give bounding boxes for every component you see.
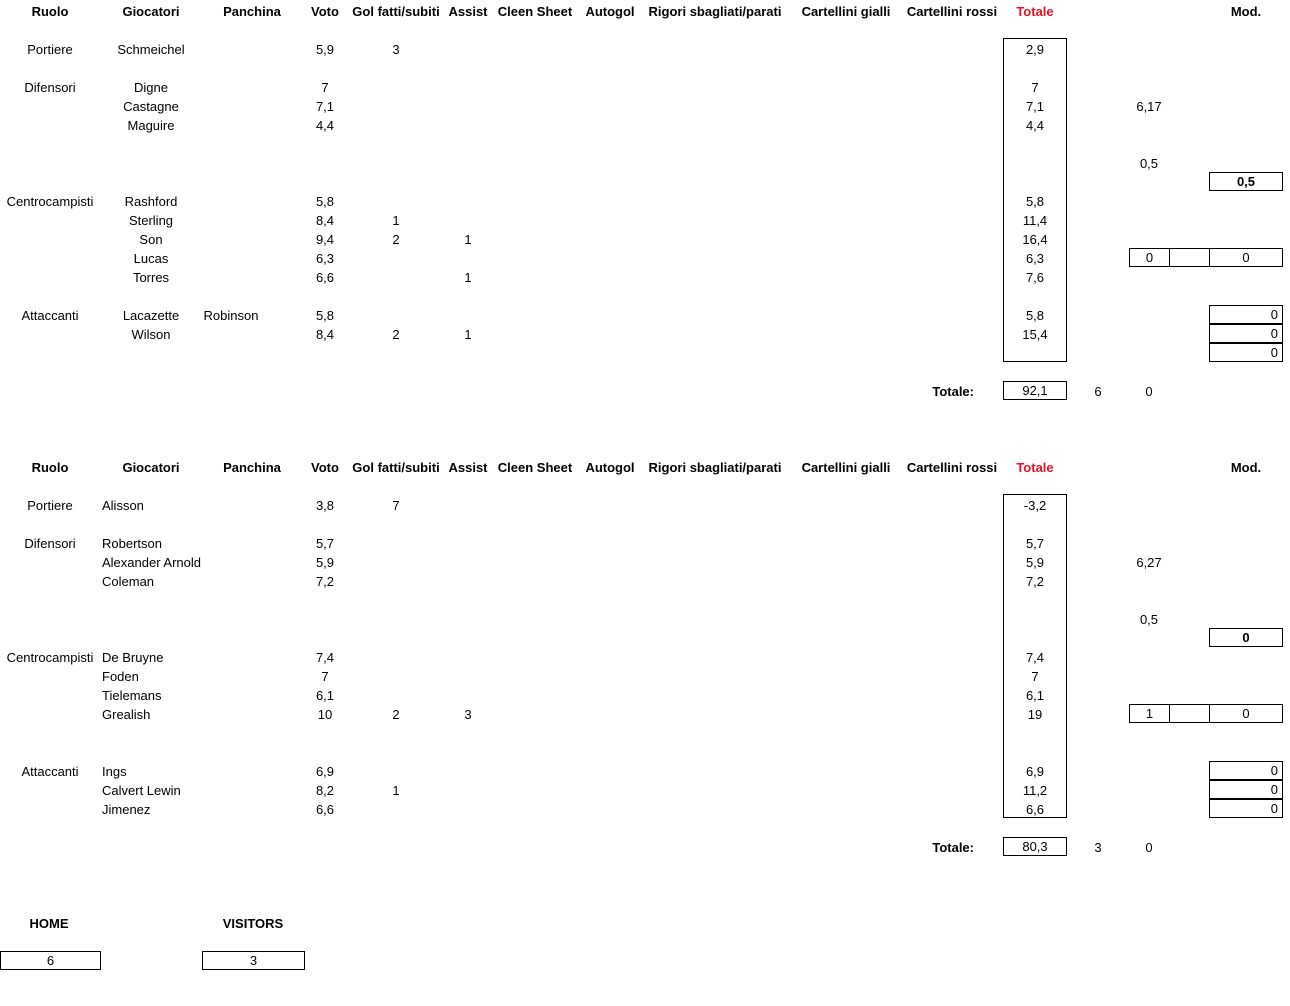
player-gol: 1 bbox=[392, 213, 400, 228]
player-totale: 5,8 bbox=[1025, 308, 1045, 323]
player-gol: 1 bbox=[392, 783, 400, 798]
header-cleen-sheet: Cleen Sheet bbox=[497, 460, 573, 475]
midfield-cell: 0 bbox=[1209, 248, 1283, 267]
visitors-score: 3 bbox=[202, 951, 305, 970]
player-voto: 6,9 bbox=[315, 764, 335, 779]
role-portiere: Portiere bbox=[27, 498, 73, 513]
player-name: Torres bbox=[132, 270, 170, 285]
attack-cell: 0 bbox=[1209, 324, 1283, 343]
player-voto: 7 bbox=[321, 80, 329, 95]
player-name: Rashford bbox=[124, 194, 178, 209]
attack-cell: 0 bbox=[1209, 780, 1283, 799]
header-cartellini-rossi: Cartellini rossi bbox=[906, 460, 998, 475]
player-totale: 5,8 bbox=[1025, 194, 1045, 209]
totale-label: Totale: bbox=[932, 384, 974, 399]
visitors-label: VISITORS bbox=[222, 916, 284, 931]
header-giocatori: Giocatori bbox=[122, 460, 180, 475]
player-name: Lacazette bbox=[122, 308, 180, 323]
header-mod: Mod. bbox=[1230, 460, 1262, 475]
header-cartellini-gialli: Cartellini gialli bbox=[801, 460, 891, 475]
midfield-cell bbox=[1169, 704, 1210, 723]
player-name: Alisson bbox=[102, 498, 144, 513]
player-name: Calvert Lewin bbox=[102, 783, 181, 798]
player-name: Robertson bbox=[102, 536, 162, 551]
player-name: Digne bbox=[134, 80, 168, 95]
header-voto: Voto bbox=[311, 4, 339, 19]
player-bench: Robinson bbox=[203, 308, 259, 323]
attack-cell: 0 bbox=[1209, 305, 1283, 324]
player-totale: 7,4 bbox=[1025, 650, 1045, 665]
player-gol: 2 bbox=[392, 327, 400, 342]
player-totale: 5,7 bbox=[1025, 536, 1045, 551]
player-totale: 7,6 bbox=[1025, 270, 1045, 285]
player-totale: 7,1 bbox=[1025, 99, 1045, 114]
player-totale: 11,4 bbox=[1022, 213, 1048, 228]
player-totale: 16,4 bbox=[1022, 232, 1048, 247]
player-name: De Bruyne bbox=[102, 650, 164, 665]
player-voto: 3,8 bbox=[315, 498, 335, 513]
player-name: Schmeichel bbox=[117, 42, 185, 57]
header-panchina: Panchina bbox=[223, 460, 281, 475]
player-voto: 5,8 bbox=[315, 194, 335, 209]
player-name: Jimenez bbox=[102, 802, 151, 817]
player-voto: 7,2 bbox=[315, 574, 335, 589]
player-assist: 3 bbox=[464, 707, 472, 722]
player-totale: 6,3 bbox=[1025, 251, 1045, 266]
player-name: Sterling bbox=[128, 213, 174, 228]
player-name: Grealish bbox=[102, 707, 151, 722]
header-ruolo: Ruolo bbox=[31, 4, 69, 19]
defense-average: 6,17 bbox=[1136, 99, 1162, 114]
player-voto: 7 bbox=[321, 669, 329, 684]
midfield-cell: 0 bbox=[1209, 704, 1283, 723]
header-cleen-sheet: Cleen Sheet bbox=[497, 4, 573, 19]
header-cartellini-rossi: Cartellini rossi bbox=[906, 4, 998, 19]
player-voto: 8,2 bbox=[315, 783, 335, 798]
player-totale: 2,9 bbox=[1025, 42, 1045, 57]
midfield-cell: 0 bbox=[1129, 248, 1170, 267]
defense-modifier: 0,5 bbox=[1139, 156, 1159, 171]
player-name: Lucas bbox=[133, 251, 169, 266]
player-voto: 10 bbox=[317, 707, 333, 722]
player-voto: 8,4 bbox=[315, 213, 335, 228]
zero-value: 0 bbox=[1145, 840, 1153, 855]
player-name: Castagne bbox=[123, 99, 179, 114]
player-assist: 1 bbox=[464, 327, 472, 342]
header-gol: Gol fatti/subiti bbox=[352, 460, 440, 475]
role-centrocampisti: Centrocampisti bbox=[6, 650, 94, 665]
header-cartellini-gialli: Cartellini gialli bbox=[801, 4, 891, 19]
header-totale: Totale bbox=[1016, 4, 1054, 19]
player-gol: 2 bbox=[392, 232, 400, 247]
header-rigori: Rigori sbagliati/parati bbox=[648, 460, 782, 475]
player-totale: 7,2 bbox=[1025, 574, 1045, 589]
totale-value: 92,1 bbox=[1003, 381, 1067, 400]
player-name: Tielemans bbox=[102, 688, 162, 703]
player-assist: 1 bbox=[464, 232, 472, 247]
player-gol: 7 bbox=[392, 498, 400, 513]
home-score: 6 bbox=[0, 951, 101, 970]
player-voto: 5,8 bbox=[315, 308, 335, 323]
player-gol: 2 bbox=[392, 707, 400, 722]
player-totale: 15,4 bbox=[1022, 327, 1048, 342]
header-ruolo: Ruolo bbox=[31, 460, 69, 475]
player-totale: 19 bbox=[1027, 707, 1043, 722]
modifier-box: 0 bbox=[1209, 628, 1283, 647]
player-name: Coleman bbox=[102, 574, 155, 589]
header-mod: Mod. bbox=[1230, 4, 1262, 19]
player-name: Ings bbox=[102, 764, 127, 779]
role-difensori: Difensori bbox=[24, 80, 76, 95]
player-totale: 7 bbox=[1031, 669, 1039, 684]
player-voto: 6,6 bbox=[315, 270, 335, 285]
header-assist: Assist bbox=[448, 4, 488, 19]
goals-value: 6 bbox=[1094, 384, 1102, 399]
header-autogol: Autogol bbox=[585, 460, 635, 475]
player-voto: 9,4 bbox=[315, 232, 335, 247]
player-totale: 7 bbox=[1031, 80, 1039, 95]
header-giocatori: Giocatori bbox=[122, 4, 180, 19]
player-voto: 4,4 bbox=[315, 118, 335, 133]
player-totale: 6,6 bbox=[1025, 802, 1045, 817]
player-name: Son bbox=[139, 232, 163, 247]
attack-cell: 0 bbox=[1209, 799, 1283, 818]
player-voto: 6,6 bbox=[315, 802, 335, 817]
player-totale: 5,9 bbox=[1025, 555, 1045, 570]
role-portiere: Portiere bbox=[27, 42, 73, 57]
zero-value: 0 bbox=[1145, 384, 1153, 399]
header-rigori: Rigori sbagliati/parati bbox=[648, 4, 782, 19]
player-voto: 6,1 bbox=[315, 688, 335, 703]
home-label: HOME bbox=[29, 916, 69, 931]
player-name: Wilson bbox=[131, 327, 171, 342]
role-attaccanti: Attaccanti bbox=[21, 764, 79, 779]
attack-cell: 0 bbox=[1209, 761, 1283, 780]
player-name: Alexander Arnold bbox=[102, 555, 202, 570]
header-autogol: Autogol bbox=[585, 4, 635, 19]
player-totale: -3,2 bbox=[1023, 498, 1047, 513]
defense-modifier: 0,5 bbox=[1139, 612, 1159, 627]
header-voto: Voto bbox=[311, 460, 339, 475]
goals-value: 3 bbox=[1094, 840, 1102, 855]
player-totale: 4,4 bbox=[1025, 118, 1045, 133]
player-voto: 5,7 bbox=[315, 536, 335, 551]
player-totale: 11,2 bbox=[1022, 783, 1048, 798]
role-attaccanti: Attaccanti bbox=[21, 308, 79, 323]
player-voto: 8,4 bbox=[315, 327, 335, 342]
player-voto: 5,9 bbox=[315, 42, 335, 57]
modifier-box: 0,5 bbox=[1209, 172, 1283, 191]
totale-label: Totale: bbox=[932, 840, 974, 855]
attack-cell: 0 bbox=[1209, 343, 1283, 362]
role-centrocampisti: Centrocampisti bbox=[6, 194, 94, 209]
player-gol: 3 bbox=[392, 42, 400, 57]
header-panchina: Panchina bbox=[223, 4, 281, 19]
role-difensori: Difensori bbox=[24, 536, 76, 551]
player-voto: 5,9 bbox=[315, 555, 335, 570]
player-voto: 7,1 bbox=[315, 99, 335, 114]
player-totale: 6,1 bbox=[1025, 688, 1045, 703]
midfield-cell: 1 bbox=[1129, 704, 1170, 723]
totale-value: 80,3 bbox=[1003, 837, 1067, 856]
player-totale: 6,9 bbox=[1025, 764, 1045, 779]
player-name: Maguire bbox=[127, 118, 175, 133]
player-assist: 1 bbox=[464, 270, 472, 285]
player-voto: 6,3 bbox=[315, 251, 335, 266]
header-assist: Assist bbox=[448, 460, 488, 475]
midfield-cell bbox=[1169, 248, 1210, 267]
player-name: Foden bbox=[102, 669, 139, 684]
header-totale: Totale bbox=[1016, 460, 1054, 475]
header-gol: Gol fatti/subiti bbox=[352, 4, 440, 19]
defense-average: 6,27 bbox=[1136, 555, 1162, 570]
player-voto: 7,4 bbox=[315, 650, 335, 665]
